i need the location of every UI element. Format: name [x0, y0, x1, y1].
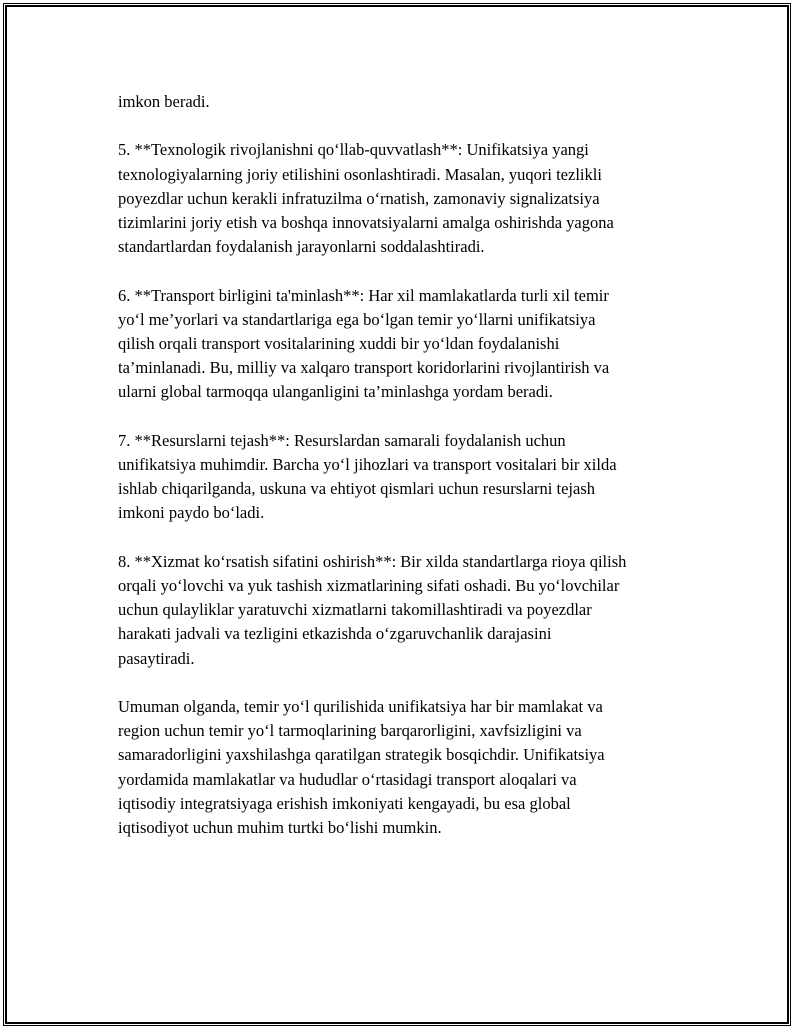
paragraph-continuation: imkon beradi.: [118, 92, 210, 111]
document-body: [118, 90, 690, 864]
paragraph-conclusion: Umuman olganda, temir yo‘l qurilishida unifikatsiya har bir mamlakat va region uchun temir yo‘l tarmoqlarining barqarorligini, xavfsizligini va samaradorligini yaxshilashga qaratilgan strategik bosqichdir. Unifikatsiya yordamida mamlakatlar va hududlar o‘rtasidagi transport aloqalari va iqtisodiy integratsiyaga erishish imkoniyati kengayadi, bu esa global iqtisodiyot uchun muhim turtki bo‘lishi mumkin.: [118, 697, 605, 838]
paragraph-item-8: 8. **Xizmat ko‘rsatish sifatini oshirish**: Bir xilda standartlarga rioya qilish orqali yo‘lovchi va yuk tashish xizmatlarining sifati oshadi. Bu yo‘lovchilar uchun qulayliklar yaratuvchi xizmatlarni takomillashtiradi va poyezdlar harakati jadvali va tezligini etkazishda o‘zgaruvchanlik darajasini pasaytiradi.: [118, 551, 627, 668]
paragraph-item-5: 5. **Texnologik rivojlanishni qo‘llab-quvvatlash**: Unifikatsiya yangi texnologiyalarning joriy etilishini osonlashtiradi. Masalan, yuqori tezlikli poyezdlar uchun kerakli infratuzilma o‘rnatish, zamonaviy signalizatsiya tizimlarini joriy etish va boshqa innovatsiyalarni amalga oshirishda yagona standartlardan foydalanish jarayonlarni soddalashtiradi.: [118, 140, 614, 257]
paragraph-item-6: 6. **Transport birligini ta'minlash**: Har xil mamlakatlarda turli xil temir yo‘l me’yorlari va standartlariga ega bo‘lgan temir yo‘llarni unifikatsiya qilish orqali transport vositalarining xuddi bir yo‘ldan foydalanishi ta’minlanadi. Bu, milliy va xalqaro transport koridorlarini rivojlantirish va ularni global tarmoqqa ulanganligini ta’minlashga yordam beradi.: [118, 285, 610, 402]
paragraph-item-7: 7. **Resurslarni tejash**: Resurslardan samarali foydalanish uchun unifikatsiya muhimdir. Barcha yo‘l jihozlari va transport vositalari bir xilda ishlab chiqarilganda, uskuna va ehtiyot qismlari uchun resurslarni tejash imkoni paydo bo‘ladi.: [118, 430, 617, 523]
